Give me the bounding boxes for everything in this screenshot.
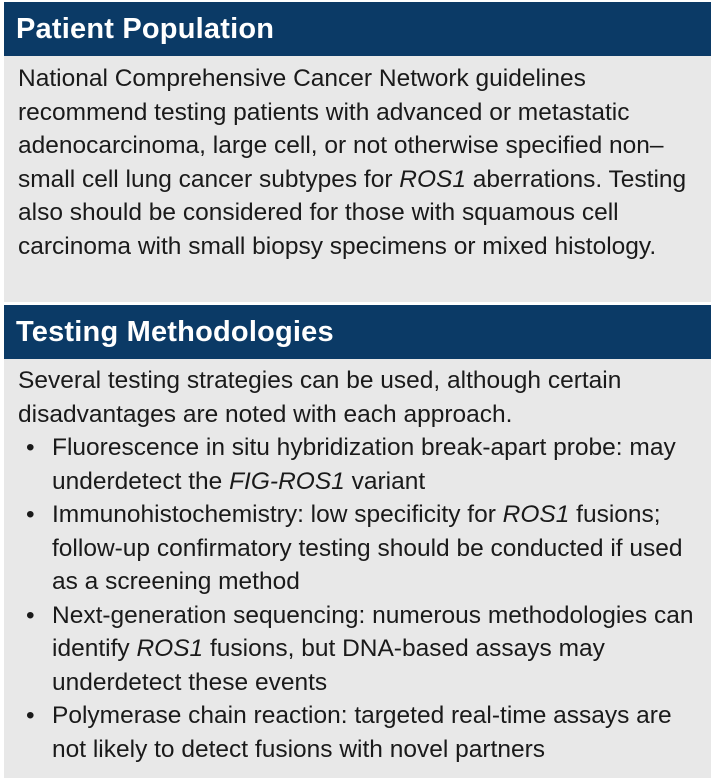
patient-population-text xyxy=(4,56,711,302)
bullet-icon: • xyxy=(26,702,35,729)
bullet-icon: • xyxy=(26,501,35,528)
item-gene-term: ROS1 xyxy=(502,501,570,528)
methods-intro: Several testing strategies can be used, although certain disadvantages are noted with each approach. xyxy=(18,367,622,428)
item-text-end: fusions, but DNA-based assays may underdetect these events xyxy=(52,635,605,696)
bullet-icon: • xyxy=(26,601,35,629)
population-text-part-2: aberrations. Testing also should be considered for those with squamous cell carcinoma with small biopsy specimens or mixed histology. xyxy=(18,165,687,260)
item-gene-term: FIG-ROS1 xyxy=(229,467,345,495)
item-text: Next-generation sequencing: numerous methodologies can identify xyxy=(52,601,694,662)
item-text-end: fusions; follow-up confirmatory testing should be conducted if used as a screening method xyxy=(52,501,683,595)
item-text-end: variant xyxy=(344,467,426,495)
info-panel xyxy=(4,2,711,778)
item-text: Immunohistochemistry: low specificity for xyxy=(52,501,503,528)
testing-methodologies-body xyxy=(4,359,711,766)
list-item xyxy=(18,498,701,599)
list-item xyxy=(18,599,701,700)
population-text-part-1: National Comprehensive Cancer Network guidelines recommend testing patients with advanced or metastatic adenocarcinoma, large cell, or not otherwise specified non–small cell lung cancer subtypes for xyxy=(18,65,664,193)
testing-methodologies-heading: Testing Methodologies xyxy=(4,305,711,359)
list-item xyxy=(18,431,701,498)
bullet-icon: • xyxy=(26,434,35,461)
patient-population-heading: Patient Population xyxy=(4,2,711,56)
methods-list xyxy=(18,431,701,766)
population-ros1-term: ROS1 xyxy=(399,165,466,193)
item-text: Polymerase chain reaction: targeted real-time assays are not likely to detect fusions with novel partners xyxy=(52,702,672,763)
item-gene-term: ROS1 xyxy=(136,635,204,662)
list-item xyxy=(18,699,701,766)
item-text: Fluorescence in situ hybridization break-apart probe: may underdetect the xyxy=(52,434,676,495)
